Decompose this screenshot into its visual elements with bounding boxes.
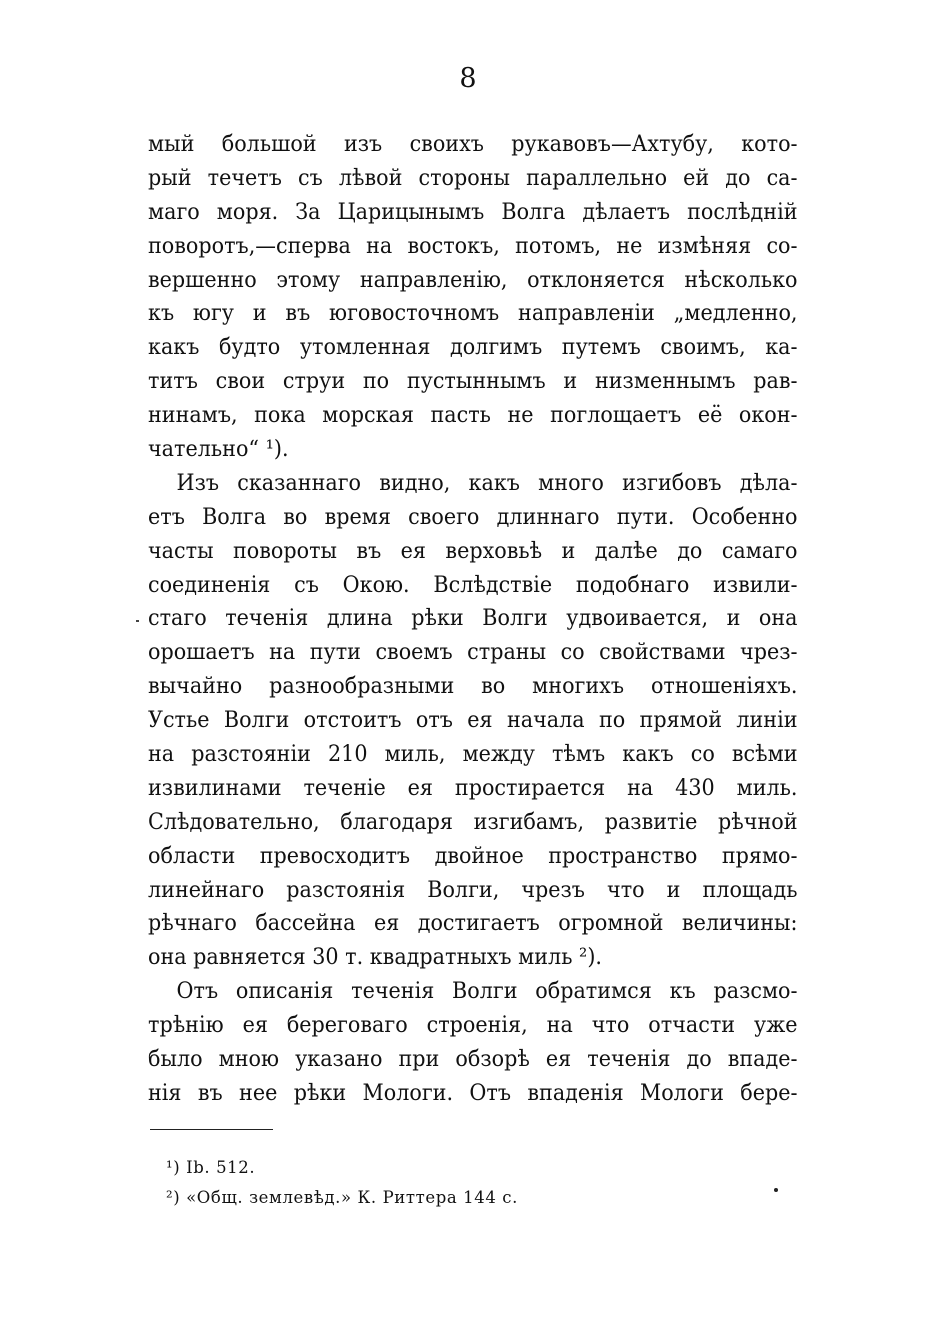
text-line: какъ будто утомленная долгимъ путемъ своимъ, ка- <box>148 334 798 361</box>
footnotes <box>166 1153 518 1213</box>
footnote-1: ¹) Ib. 512. <box>166 1158 256 1177</box>
text-line: она равняется 30 т. квадратныхъ миль ²). <box>148 944 603 971</box>
text-line: Изъ сказаннаго видно, какъ много изгибовъ дѣла- <box>176 469 798 496</box>
page-number: 8 <box>459 63 477 94</box>
text-line: мый большой изъ своихъ рукавовъ—Ахтубу, кото- <box>148 131 798 157</box>
ink-speck <box>136 620 139 622</box>
text-line: титъ свои струи по пустыннымъ и низменнымъ рав- <box>148 368 798 395</box>
text-line: на разстояніи 210 миль, между тѣмъ какъ со всѣми <box>148 741 798 768</box>
text-line: къ югу и въ юговосточномъ направленіи „медленно, <box>148 300 798 327</box>
body-text <box>148 128 798 1111</box>
text-line: нія въ нее рѣки Мологи. Отъ впаденія Мологи бере- <box>148 1079 798 1106</box>
text-line: извилинами теченіе ея простирается на 430 миль. <box>148 774 798 801</box>
text-line: етъ Волга во время своего длиннаго пути. Особенно <box>148 503 798 530</box>
text-line: стаго теченія длина рѣки Волги удвоивается, и она <box>148 605 798 632</box>
footnote-2: ²) «Общ. землевѣд.» К. Риттера 144 с. <box>166 1188 518 1207</box>
text-line: Устье Волги отстоитъ отъ ея начала по прямой линіи <box>148 707 798 734</box>
text-line: было мною указано при обзорѣ ея теченія до впаде- <box>148 1046 798 1073</box>
text-line: рѣчнаго бассейна ея достигаетъ огромной величины: <box>148 910 798 937</box>
text-line: соединенія съ Окою. Вслѣдствіе подобнаго извили- <box>148 571 798 598</box>
text-line: чательно“ ¹). <box>148 436 289 463</box>
text-line: вершенно этому направленію, отклоняется нѣсколько <box>148 266 798 293</box>
text-line: трѣнію ея береговаго строенія, на что отчасти уже <box>148 1012 798 1039</box>
text-line: Отъ описанія теченія Волги обратимся къ разсмо- <box>176 978 798 1005</box>
ink-dot <box>774 1188 778 1192</box>
text-line: линейнаго разстоянія Волги, чрезъ что и площадь <box>148 876 798 903</box>
text-line: поворотъ,—сперва на востокъ, потомъ, не измѣняя со- <box>148 232 798 259</box>
text-line: области превосходитъ двойное пространство прямо- <box>148 842 798 869</box>
text-line: нинамъ, пока морская пасть не поглощаетъ её окон- <box>148 402 798 429</box>
text-line: Слѣдовательно, благодаря изгибамъ, развитіе рѣчной <box>148 808 798 835</box>
footnote-divider <box>150 1129 273 1130</box>
text-line: часты повороты въ ея верховьѣ и далѣе до самаго <box>148 537 798 564</box>
text-line: рый течетъ съ лѣвой стороны параллельно ей до са- <box>148 164 798 191</box>
text-line: орошаетъ на пути своемъ страны со свойствами чрез- <box>148 639 798 666</box>
text-line: маго моря. За Царицынымъ Волга дѣлаетъ послѣдній <box>148 198 798 225</box>
text-line: вычайно разнообразными во многихъ отношеніяхъ. <box>148 673 798 700</box>
